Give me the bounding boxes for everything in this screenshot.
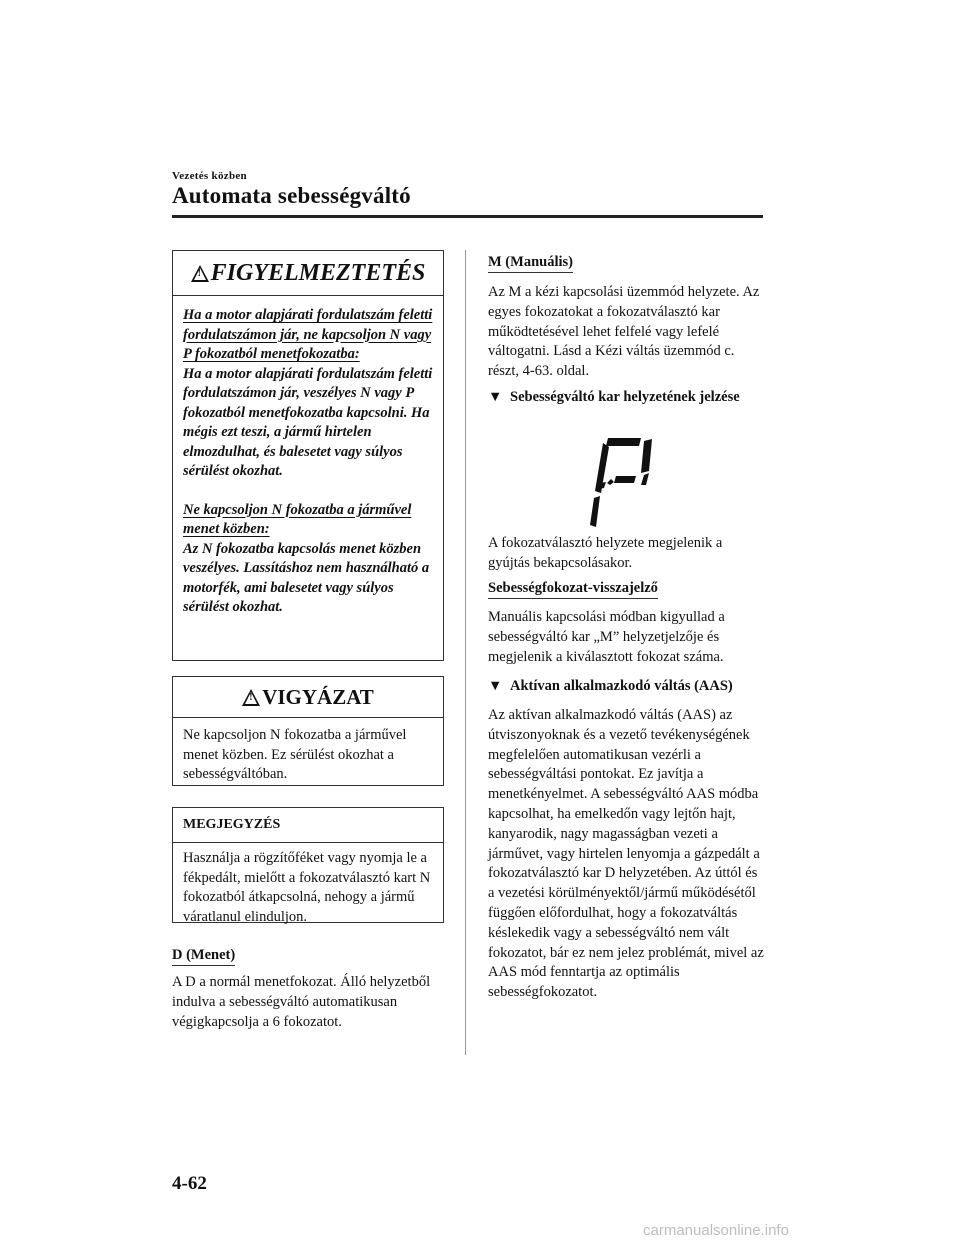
section-marker-icon: ▼: [488, 389, 503, 405]
caution-box: [172, 676, 444, 786]
display-char: P: [586, 433, 587, 434]
indicator-body: A fokozatválasztó helyzete megjelenik a gyújtás bekapcsolásakor.: [488, 535, 723, 571]
warning-text-1: Ha a motor alapjárati fordulatszám feletti fordulatszámon jár, veszélyes N vagy P fokozatból menetfokozatba kapcsolni. Ha mégis ezt teszi, a jármű hirtelen elmozdulhat, és balesetet vagy súlyos sérülést okozhat.: [183, 365, 433, 479]
warning-box: [172, 250, 444, 661]
page-title: Automata sebességváltó: [172, 183, 411, 208]
warning-triangle-icon: !: [191, 265, 209, 282]
warning-heading-2: Ne kapcsoljon N fokozatba a járművel menet közben:: [183, 501, 412, 537]
watermark: carmanualsonline.info: [643, 1222, 789, 1239]
section-marker-icon: ▼: [488, 678, 503, 694]
indicator-heading: ▼ Sebességváltó kar helyzetének jelzése: [488, 388, 764, 408]
d-body: A D a normál menetfokozat. Álló helyzetből indulva a sebességváltó automatikusan végigkapcsolja a 6 fokozatot.: [172, 974, 431, 1030]
page-number: 4-62: [172, 1173, 207, 1194]
note-box: [172, 807, 444, 923]
column-divider: [465, 250, 466, 1055]
caution-triangle-icon: !: [242, 689, 260, 706]
caution-title: VIGYÁZAT: [262, 684, 374, 709]
gear-indicator-body: Manuális kapcsolási módban kigyullad a sebességváltó kar „M” helyzetjelzője és megjelenik a kiválasztott fokozat száma.: [488, 609, 725, 665]
caution-header: [173, 677, 443, 718]
warning-header: [173, 251, 443, 296]
m-body: Az M a kézi kapcsolási üzemmód helyzete. Az egyes fokozatokat a fokozatválasztó kar működtetésével lehet felfelé vagy lefelé váltogatni. Lásd a Kézi váltás üzemmód c. részt, 4-63. oldal.: [488, 284, 760, 380]
gear-p-display-illustration: [586, 433, 656, 529]
caution-body: Ne kapcsoljon N fokozatba a járművel menet közben. Ez sérülést okozhat a sebességváltóban.: [183, 727, 407, 782]
warning-title: FIGYELMEZTETÉS: [210, 259, 426, 286]
gear-indicator-heading: Sebességfokozat-visszajelző: [488, 580, 658, 597]
section-label: Vezetés közben: [172, 170, 247, 182]
warning-body: [173, 296, 443, 630]
note-body: Használja a rögzítőféket vagy nyomja le a fékpedált, mielőtt a fokozatválasztó kart N fokozatból átkapcsolná, nehogy a jármű váratlanul elinduljon.: [183, 850, 431, 925]
warning-text-2: Az N fokozatba kapcsolás menet közben veszélyes. Lassításhoz nem használható a motorfék, ami balesetet vagy súlyos sérülést okozhat.: [183, 540, 430, 615]
note-title: MEGJEGYZÉS: [183, 817, 281, 832]
d-heading: D (Menet): [172, 947, 235, 964]
aas-body: Az aktívan alkalmazkodó váltás (AAS) az útviszonyoknak és a vezető tevékenységének megfelelően automatikusan vezérli a sebességváltási pontokat. Ez javítja a menetkényelmet. A sebességváltó AAS módba kapcsolhat, ha emelkedőn vagy lejtőn hajt, kanyarodik, nagy magasságban vezeti a járművet, vagy hirtelen lenyomja a gázpedált a fokozatválasztó kar D helyzetében. Az úttól és a vezetési körülményektől/jármű működésétől függően előfordulhat, hogy a fokozatváltás késlekedik vagy a sebességváltó nem vált fokozatot, bár ez nem jelez problémát, mivel az AAS mód fenntartja az optimális sebességfokozatot.: [488, 707, 764, 1001]
warning-heading-1: Ha a motor alapjárati fordulatszám feletti fordulatszámon jár, ne kapcsoljon N vagy P fokozatból menetfokozatba:: [183, 307, 433, 362]
note-header: [173, 808, 443, 843]
title-rule: [172, 215, 763, 218]
m-heading: M (Manuális): [488, 254, 573, 271]
aas-heading: ▼ Aktívan alkalmazkodó váltás (AAS): [488, 677, 764, 697]
